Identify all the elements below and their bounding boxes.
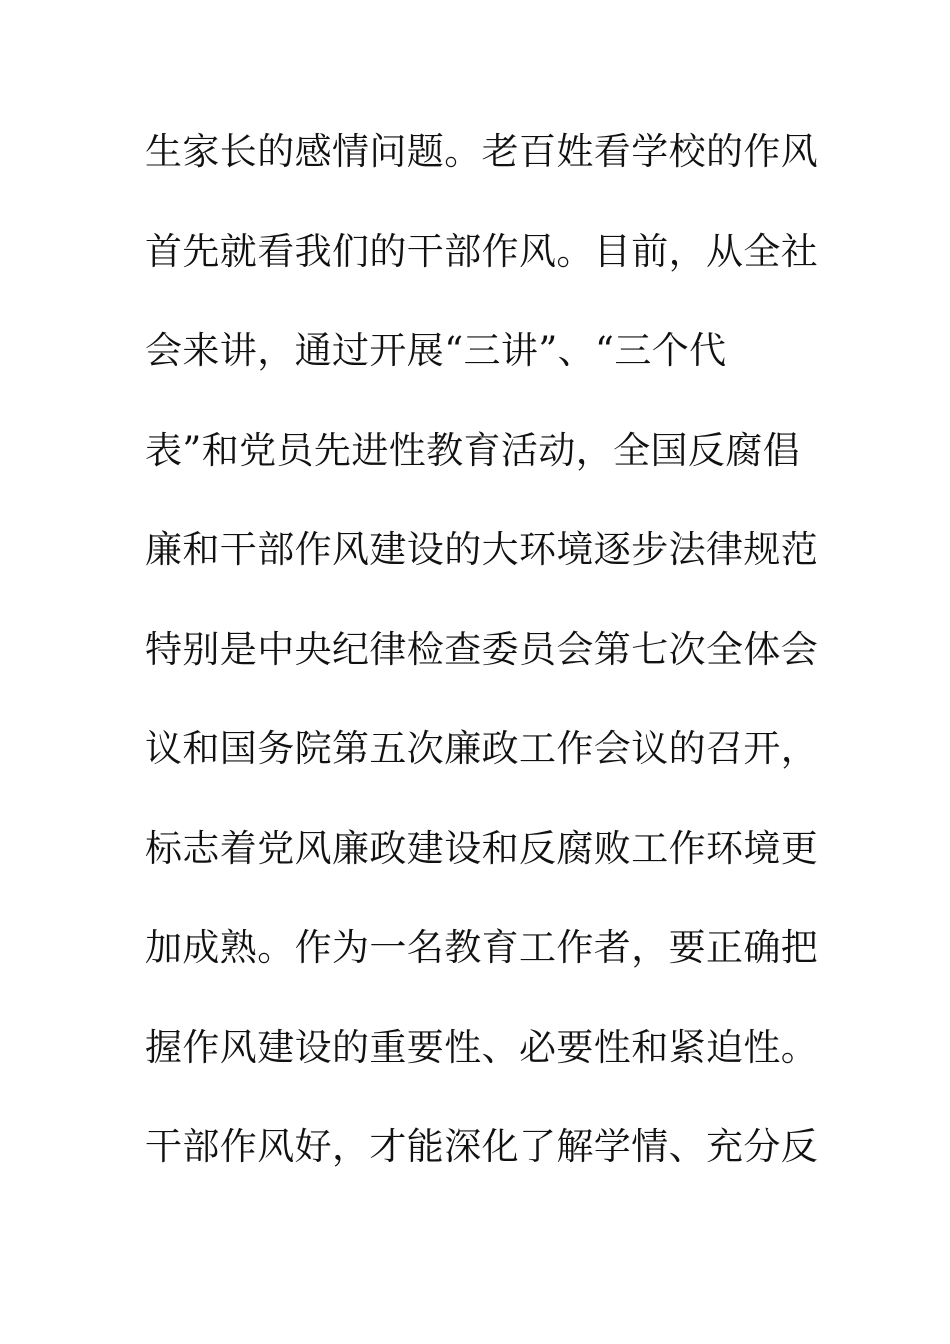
text-line-3: 会来讲，通过开展“三讲”、“三个代 (145, 329, 727, 372)
text-line-11: 干部作风好，才能深化了解学情、充分反 (145, 1125, 819, 1168)
text-line-1: 生家长的感情问题。老百姓看学校的作风 (145, 130, 819, 173)
body-text (145, 122, 819, 1217)
text-line-4: 表”和党员先进性教育活动，全国反腐倡 (145, 428, 801, 472)
text-line-5: 廉和干部作风建设的大环境逐步法律规范 (145, 528, 819, 571)
text-line-8: 标志着党风廉政建设和反腐败工作环境更 (145, 826, 819, 870)
text-line-9: 加成熟。作为一名教育工作者，要正确把 (145, 926, 819, 969)
text-line-10: 握作风建设的重要性、必要性和紧迫性。 (145, 1025, 819, 1069)
text-line-6: 特别是中央纪律检查委员会第七次全体会 (145, 627, 819, 671)
text-line-7: 议和国务院第五次廉政工作会议的召开， (145, 727, 819, 770)
text-line-2: 首先就看我们的干部作风。目前，从全社 (145, 229, 819, 273)
